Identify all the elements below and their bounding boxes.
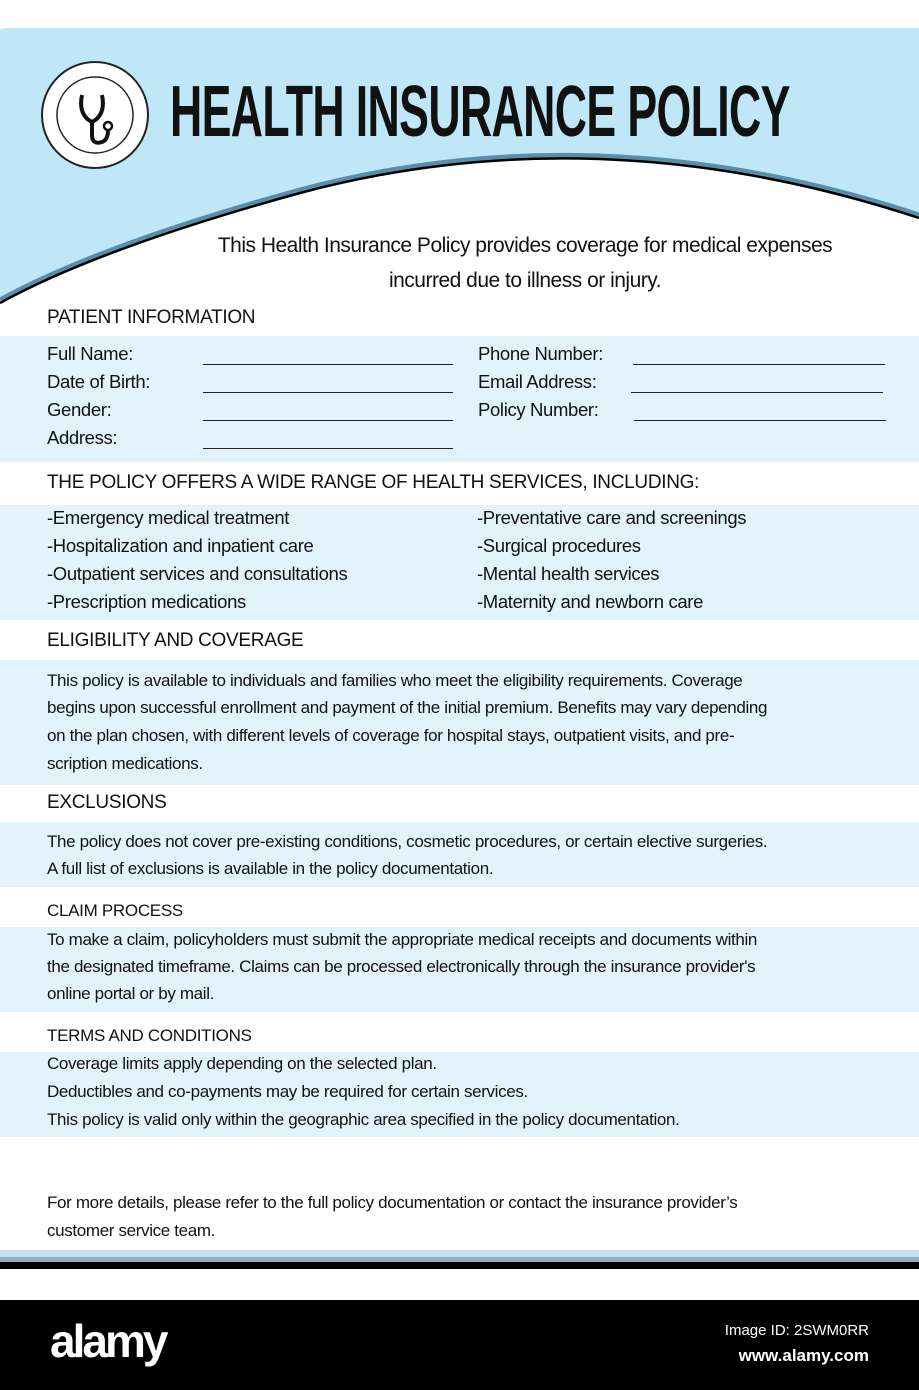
service-item: -Mental health services (477, 563, 660, 584)
service-item: -Prescription medications (47, 591, 246, 612)
image-id: Image ID: 2SWM0RR (724, 1322, 869, 1339)
body-line: scription medications. (47, 754, 203, 773)
dob-field[interactable] (203, 392, 453, 393)
terms-heading: TERMS AND CONDITIONS (47, 1026, 252, 1045)
body-line: Coverage limits apply depending on the selected plan. (47, 1054, 437, 1073)
address-field[interactable] (203, 448, 453, 449)
body-line: Deductibles and co-payments may be required for certain services. (47, 1082, 528, 1101)
service-item: -Preventative care and screenings (477, 507, 747, 528)
field-label: Phone Number: (478, 343, 604, 364)
patient-heading: PATIENT INFORMATION (47, 307, 256, 328)
body-line: begins upon successful enrollment and payment of the initial premium. Benefits may vary depending (47, 698, 768, 717)
email-field[interactable] (631, 392, 883, 393)
services-heading: THE POLICY OFFERS A WIDE RANGE OF HEALTH SERVICES, INCLUDING: (47, 472, 700, 493)
service-item: -Maternity and newborn care (477, 591, 704, 612)
watermark-url: www.alamy.com (738, 1346, 869, 1365)
service-item: -Outpatient services and consultations (47, 563, 348, 584)
field-label: Email Address: (478, 371, 597, 392)
full-name-field[interactable] (203, 364, 453, 365)
page-title: HEALTH INSURANCE POLICY (170, 72, 790, 152)
phone-field[interactable] (633, 364, 885, 365)
body-line: The policy does not cover pre-existing conditions, cosmetic procedures, or certain elective surgeries. (47, 832, 768, 851)
field-label: Date of Birth: (47, 371, 151, 392)
body-line: A full list of exclusions is available in the policy documentation. (47, 859, 494, 878)
footer-bar (0, 1262, 919, 1269)
field-label: Gender: (47, 399, 112, 420)
stethoscope-logo (40, 60, 150, 170)
policy-number-field[interactable] (634, 420, 886, 421)
field-label: Policy Number: (478, 399, 599, 420)
body-line: This policy is valid only within the geographic area specified in the policy documentation. (47, 1110, 680, 1129)
exclusions-heading: EXCLUSIONS (47, 792, 167, 813)
service-item: -Emergency medical treatment (47, 507, 290, 528)
patient-band (0, 336, 919, 462)
footer-bar (0, 1250, 919, 1257)
footer-line: For more details, please refer to the full policy documentation or contact the insurance provider’s (47, 1193, 738, 1212)
subtitle-line: incurred due to illness or injury. (388, 269, 662, 292)
service-item: -Surgical procedures (477, 535, 641, 556)
alamy-logo: alamy (50, 1315, 166, 1367)
watermark-bar (0, 1300, 919, 1390)
gender-field[interactable] (203, 420, 453, 421)
body-line: on the plan chosen, with different levels of coverage for hospital stays, outpatient visits, and pre- (47, 726, 735, 745)
subtitle-line: This Health Insurance Policy provides coverage for medical expenses (217, 234, 833, 257)
body-line: the designated timeframe. Claims can be processed electronically through the insurance provider's (47, 957, 756, 976)
field-label: Full Name: (47, 343, 133, 364)
claim-heading: CLAIM PROCESS (47, 901, 183, 920)
subtitle (150, 228, 900, 298)
service-item: -Hospitalization and inpatient care (47, 535, 314, 556)
body-line: online portal or by mail. (47, 984, 215, 1003)
eligibility-heading: ELIGIBILITY AND COVERAGE (47, 630, 304, 651)
body-line: This policy is available to individuals and families who meet the eligibility requirements. Coverage (47, 671, 743, 690)
body-line: To make a claim, policyholders must submit the appropriate medical receipts and documents within (47, 930, 758, 949)
field-label: Address: (47, 427, 118, 448)
footer-line: customer service team. (47, 1221, 216, 1240)
